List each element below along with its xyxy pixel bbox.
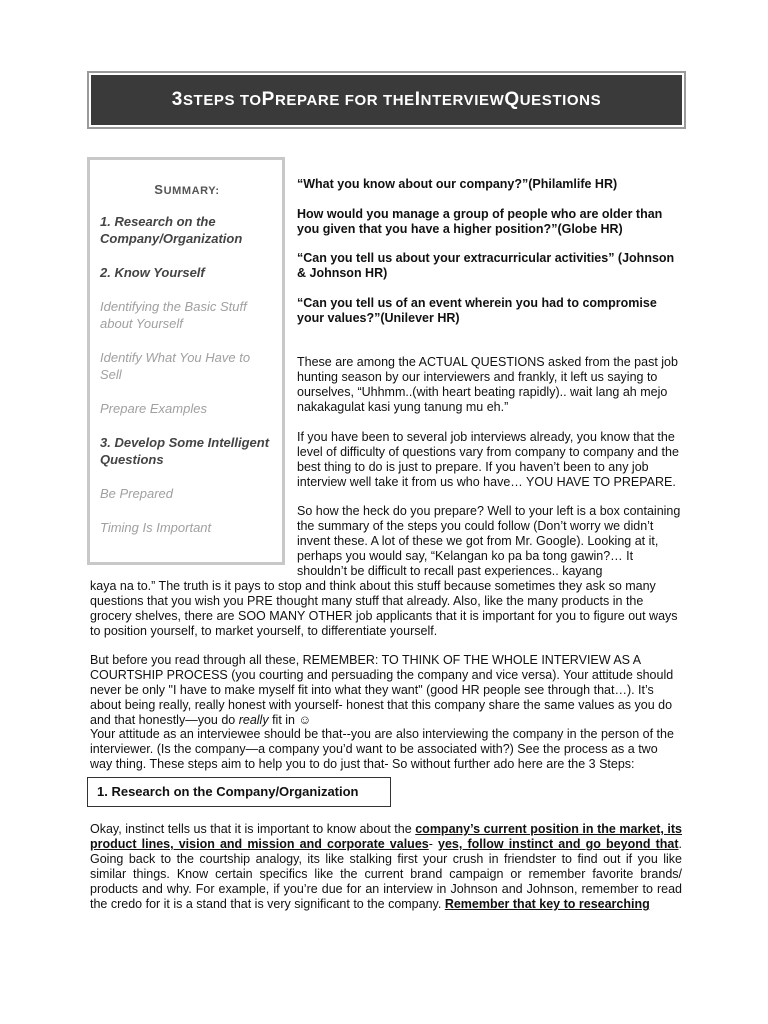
title-part: STEPS TO — [182, 91, 262, 109]
title-part: REPARE FOR THE — [274, 91, 415, 109]
paragraph-pays-to-stop: kaya na to.” The truth is it pays to stop and think about this stuff because sometimes they ask so many questions that you wish you PRE thought many stuff that already. Also, like the many products in the grocery shelves, there are SOO MANY OTHER job applicants that it is important for you to figure out ways to position yourself, to market yourself, to differentiate yourself. — [90, 579, 678, 638]
summary-item-identify-basics: Identifying the Basic Stuff about Yourself — [100, 299, 247, 331]
page-title — [91, 75, 682, 125]
research-underlined-3: Remember that key to researching — [444, 897, 650, 911]
question-philamlife: “What you know about our company?”(Philamlife HR) — [297, 177, 618, 191]
title-part: Q — [504, 89, 520, 110]
summary-heading-rest: UMMARY: — [163, 185, 220, 197]
paragraph-prepare: If you have been to several job interviews already, you know that the level of difficulty of questions vary from company to company and the best thing to do is just to prepare. If you haven’t been to any job interview well take it from us who have… YOU HAVE TO PREPARE. — [297, 430, 679, 489]
research-underlined-2: yes, follow instinct and go beyond that — [438, 837, 679, 851]
courtship-text-end: fit in ☺ — [268, 713, 312, 727]
title-part: I — [414, 89, 421, 110]
summary-item-identify-sell: Identify What You Have to Sell — [100, 350, 251, 382]
summary-heading — [100, 182, 274, 197]
summary-item-timing: Timing Is Important — [100, 520, 212, 535]
title-part: UESTIONS — [519, 91, 602, 109]
paragraph-actual-questions: These are among the ACTUAL QUESTIONS asked from the past job hunting season by our interviewers and frankly, it left us saying to ourselves, “Uhhmm..(with heart beating rapidly).. wait lang ah mejo nakakagulat kasi yung tanung mu eh.” — [297, 355, 678, 414]
research-text: . Going back to the courtship analogy, its like stalking first your crush in friendster to find out if you like similar things. Know certain specifics like the current brand campaign or remember favorite brands/ products and why. For example, if you’re due for an interview in Johnson and Johnson, remember to read the credo for it is a stand that is very significant to the company. — [90, 837, 682, 911]
research-underlined-1: company’s current position in the market, its product lines, vision and mission and corporate values — [90, 822, 682, 851]
summary-item-know-yourself: 2. Know Yourself — [100, 265, 205, 280]
summary-item-be-prepared: Be Prepared — [100, 486, 173, 501]
title-part: P — [261, 89, 275, 110]
question-johnson: “Can you tell us about your extracurricular activities” (Johnson & Johnson HR) — [297, 251, 675, 280]
summary-item-develop-questions: 3. Develop Some Intelligent Questions — [100, 435, 270, 467]
question-unilever: “Can you tell us of an event wherein you had to compromise your values?”(Unilever HR) — [297, 296, 657, 325]
summary-box — [87, 157, 285, 565]
step1-heading: 1. Research on the Company/Organization — [87, 777, 391, 807]
question-globe: How would you manage a group of people who are older than you given that you have a higher position?”(Globe HR) — [297, 207, 663, 236]
summary-item-research: 1. Research on the Company/Organization — [100, 214, 243, 246]
paragraph-research-body — [90, 822, 682, 912]
summary-item-prepare-examples: Prepare Examples — [100, 401, 207, 416]
courtship-text: But before you read through all these, REMEMBER: TO THINK OF THE WHOLE INTERVIEW AS A COURTSHIP PROCESS (you courting and persuading the company and vice versa). Your attitude should never be only "I have to make myself fit into what they want" (good HR people see through that…). It’s about being really, really honest with yourself- honest that this company share the same values as you do and that honestly—you do — [90, 653, 674, 727]
title-part: 3 — [171, 89, 183, 110]
title-part: NTERVIEW — [420, 91, 505, 109]
really-emphasis: really — [238, 713, 269, 727]
title-banner — [87, 71, 686, 129]
research-text: - — [428, 837, 439, 851]
paragraph-how-to-prepare: So how the heck do you prepare? Well to your left is a box containing the summary of the steps you could follow (Don’t worry we didn’t invent these. A lot of these we got from Mr. Google). Looking at it, perhaps you would say, “Kelangan ko pa ba tong gawin?… It shouldn’t be difficult to recall past experiences.. kayang — [297, 504, 681, 578]
paragraph-courtship — [90, 653, 682, 728]
paragraph-attitude: Your attitude as an interviewee should be that--you are also interviewing the company in the person of the interviewer. (Is the company—a company you’d want to be associated with?) See the process as a two way thing. These steps aim to help you to do just that- So without further ado here are the 3 Steps: — [90, 727, 674, 771]
summary-heading-cap: S — [154, 182, 164, 197]
research-text: Okay, instinct tells us that it is important to know about the — [90, 822, 416, 836]
